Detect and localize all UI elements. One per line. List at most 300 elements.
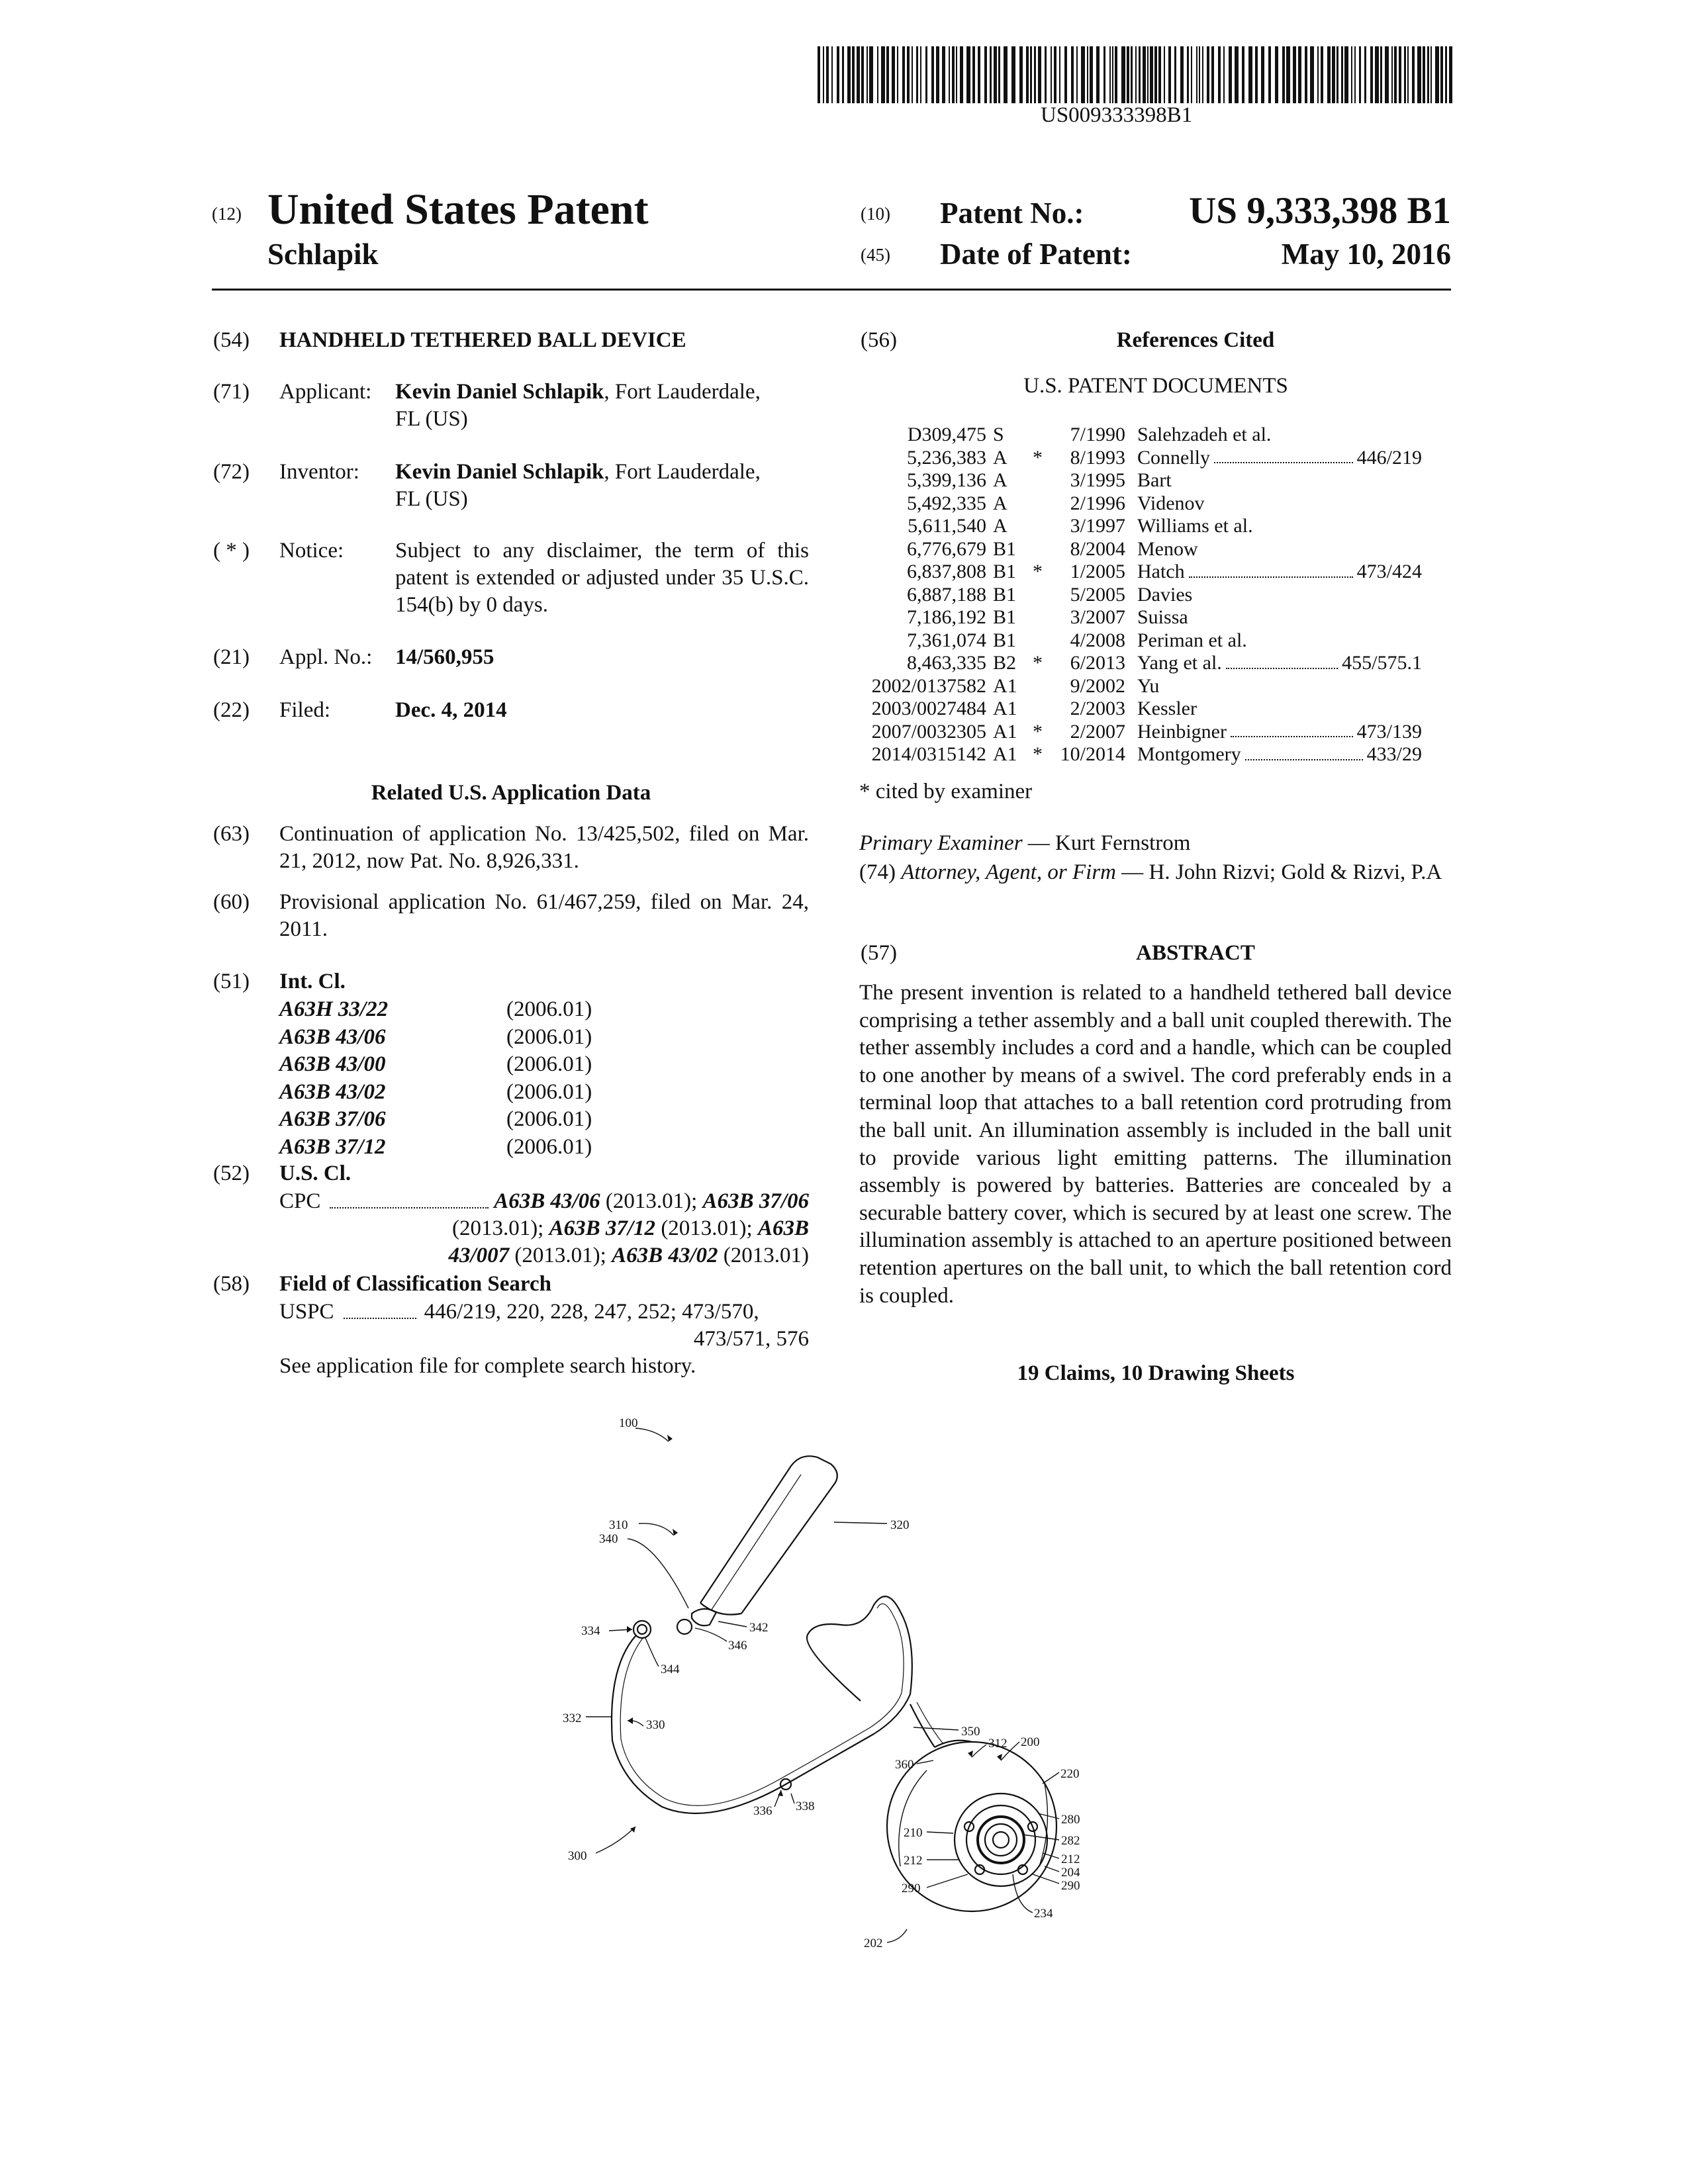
applicant-loc: , Fort Lauderdale, — [604, 380, 761, 404]
retention-cord — [910, 1704, 935, 1747]
reference-kind: A — [993, 515, 1008, 537]
barcode-bar — [1196, 46, 1197, 103]
barcode-bar — [1385, 46, 1389, 103]
barcode-bar — [1187, 46, 1189, 103]
ref-label: 350 — [961, 1725, 980, 1739]
barcode-bar — [1087, 46, 1088, 103]
reference-row — [849, 561, 1422, 584]
ref-label: 330 — [646, 1718, 665, 1732]
reference-name-cell — [1137, 584, 1422, 607]
applicant-name: Kevin Daniel Schlapik — [395, 380, 604, 404]
barcode-bar — [1174, 46, 1176, 103]
barcode-bar — [1332, 46, 1335, 103]
reference-class: 455/575.1 — [1342, 652, 1422, 674]
barcode-bar — [907, 46, 910, 103]
reference-star — [1033, 538, 1053, 561]
barcode-bar — [867, 46, 868, 103]
barcode-bar — [1336, 46, 1338, 103]
title-num: (54) — [213, 328, 250, 352]
reference-star — [1033, 424, 1053, 447]
inventor-num: (72) — [213, 460, 250, 484]
barcode-bar — [1199, 46, 1200, 103]
leader — [596, 1827, 635, 1853]
barcode-bar — [837, 46, 839, 103]
prov-text: Provisional application No. 61/467,259, filed on Mar. 24, 2011. — [279, 890, 809, 941]
reference-row — [849, 538, 1422, 561]
appl-num: (21) — [213, 645, 250, 669]
leader — [914, 1727, 959, 1730]
barcode-bar — [1115, 46, 1117, 103]
inventor-loc2: FL (US) — [395, 487, 468, 511]
examiner-label: Primary Examiner — [859, 831, 1023, 855]
reference-kind: A1 — [993, 698, 1017, 719]
ref-label: 334 — [581, 1624, 600, 1638]
reference-name: Bart — [1137, 469, 1172, 491]
barcode-bar — [1168, 46, 1171, 103]
barcode-bar — [998, 46, 1000, 103]
reference-name: Yu — [1137, 674, 1160, 697]
barcode-bar — [1399, 46, 1401, 103]
header-rule — [212, 289, 1451, 291]
search-note: See application file for complete search history. — [279, 1354, 696, 1378]
reference-star — [1033, 492, 1053, 516]
barcode-bar — [857, 46, 860, 103]
reference-name-cell — [1137, 469, 1422, 492]
leader — [645, 1638, 659, 1666]
barcode-bar — [1449, 46, 1452, 103]
reference-date: 9/2002 — [1070, 674, 1125, 697]
strap-inner — [712, 1475, 801, 1610]
cpc-date: (2013.01); — [600, 1189, 703, 1213]
reference-row — [849, 675, 1422, 698]
barcode-bar — [972, 46, 975, 103]
reference-number: 2007/0032305 — [871, 720, 986, 743]
leader — [639, 1524, 674, 1535]
barcode-bar — [1139, 46, 1141, 103]
intcl-code: A63H 33/22 — [279, 997, 389, 1021]
barcode-bar — [1135, 46, 1137, 103]
barcode-bar — [852, 46, 855, 103]
filed-num: (22) — [213, 698, 250, 722]
barcode-bar — [1310, 46, 1314, 103]
ref-label: 310 — [609, 1518, 628, 1532]
uspc-line-1 — [279, 1298, 809, 1326]
barcode-bar — [1344, 46, 1348, 103]
ref-label: 200 — [1021, 1735, 1040, 1749]
cpc-line-1 — [279, 1188, 809, 1215]
notice-num: ( * ) — [213, 539, 250, 563]
barcode-bar — [1242, 46, 1244, 103]
barcode-bar — [1255, 46, 1258, 103]
leader — [628, 1539, 688, 1608]
barcode-bar — [1417, 46, 1421, 103]
reference-date: 5/2005 — [1070, 583, 1125, 606]
uspc-leader — [344, 1298, 416, 1319]
intcl-row — [279, 1106, 592, 1134]
reference-row — [849, 606, 1422, 629]
patent-date: May 10, 2016 — [1281, 238, 1451, 271]
doc-type: United States Patent — [267, 185, 649, 234]
barcode-bar — [1011, 46, 1015, 103]
barcode-bar — [1407, 46, 1409, 103]
reference-kind: B1 — [993, 561, 1017, 582]
uscl-label: U.S. Cl. — [279, 1161, 352, 1185]
label-45: (45) — [861, 245, 890, 265]
illumination-lens — [985, 1824, 1017, 1856]
reference-name-cell — [1137, 698, 1422, 721]
cont-num: (63) — [213, 822, 250, 846]
reference-number: 5,399,136 — [907, 469, 986, 491]
intcl-code: A63B 43/02 — [279, 1079, 386, 1104]
refs-num: (56) — [861, 328, 897, 352]
ref-label: 338 — [796, 1799, 815, 1813]
reference-number: 2003/0027484 — [871, 698, 986, 719]
uspc-label: USPC — [279, 1300, 334, 1324]
attorney-line — [859, 859, 1452, 886]
intcl-label: Int. Cl. — [279, 970, 346, 993]
reference-date: 2/2003 — [1070, 698, 1125, 719]
reference-leader — [1214, 447, 1353, 464]
barcode-bar — [960, 46, 963, 103]
barcode-bar — [1081, 46, 1085, 103]
cpc-code: A63B 43/02 — [612, 1244, 718, 1267]
barcode-bar — [1275, 46, 1278, 103]
barcode-bar — [1158, 46, 1161, 103]
reference-kind: B1 — [993, 629, 1017, 651]
barcode-bar — [886, 46, 889, 103]
barcode-bar — [984, 46, 987, 103]
reference-name: Suissa — [1137, 606, 1188, 628]
reference-row — [849, 743, 1422, 766]
reference-leader — [1245, 743, 1363, 760]
patent-no-label: Patent No.: — [940, 197, 1084, 230]
leader — [718, 1621, 747, 1627]
cord-loop-terminal — [633, 1621, 651, 1638]
barcode-bar — [1026, 46, 1029, 103]
barcode-bar — [1229, 46, 1232, 103]
reference-number: 2014/0315142 — [871, 743, 986, 765]
reference-number: 6,776,679 — [907, 537, 986, 560]
swivel-ring — [677, 1619, 692, 1634]
reference-name: Salehzadeh et al. — [1137, 424, 1272, 445]
reference-star — [1033, 606, 1053, 629]
reference-name-cell — [1137, 743, 1422, 766]
reference-date: 4/2008 — [1070, 629, 1125, 651]
barcode-bar — [869, 46, 873, 103]
reference-name: Hatch — [1137, 561, 1185, 582]
cpc-date: (2013.01); — [655, 1216, 758, 1240]
reference-name-cell — [1137, 561, 1422, 584]
filed-label: Filed: — [279, 698, 331, 722]
barcode-bar — [1191, 46, 1192, 103]
barcode-bar — [1202, 46, 1203, 103]
barcode-bar — [1211, 46, 1214, 103]
intcl-version: (2006.01) — [506, 1079, 592, 1104]
reference-row — [849, 629, 1422, 653]
barcode-bar — [1321, 46, 1323, 103]
leader — [1043, 1772, 1059, 1784]
reference-date: 6/2013 — [1070, 652, 1125, 674]
cord-loop-inner — [637, 1625, 647, 1634]
barcode-bar — [1218, 46, 1221, 103]
cpc-date: (2013.01) — [718, 1244, 809, 1267]
reference-kind: S — [993, 424, 1004, 445]
barcode-text: US009333398B1 — [1041, 103, 1193, 127]
reference-name-cell — [1137, 424, 1422, 447]
leader — [1023, 1835, 1059, 1840]
reference-name: Heinbigner — [1137, 720, 1227, 743]
barcode-bar — [1327, 46, 1331, 103]
leader — [972, 1745, 986, 1757]
ref-label: 360 — [895, 1758, 914, 1772]
inventor-surname: Schlapik — [267, 238, 379, 271]
intcl-list — [279, 996, 592, 1161]
reference-leader — [1226, 652, 1338, 669]
barcode-bar — [847, 46, 851, 103]
intcl-code: A63B 43/00 — [279, 1052, 386, 1076]
barcode-bar — [1154, 46, 1157, 103]
reference-star: * — [1033, 743, 1043, 765]
leader — [791, 1794, 794, 1803]
reference-number: 8,463,335 — [907, 652, 986, 674]
cpc-date: (2013.01); — [451, 1216, 549, 1240]
barcode-bar — [990, 46, 992, 103]
label-12: (12) — [212, 204, 242, 224]
field-num: (58) — [213, 1272, 250, 1296]
ref-label: 204 — [1061, 1866, 1080, 1880]
reference-date: 2/2007 — [1070, 720, 1125, 743]
applicant-value — [395, 379, 809, 433]
barcode-bar — [1440, 46, 1443, 103]
cpc-code: A63B 43/06 — [494, 1189, 600, 1213]
barcode-bar — [912, 46, 913, 103]
reference-row — [849, 652, 1422, 675]
barcode-bar — [1131, 46, 1133, 103]
barcode-bar — [994, 46, 997, 103]
uspc-block — [279, 1298, 809, 1380]
barcode-bar — [818, 46, 820, 103]
reference-class: 473/424 — [1356, 561, 1422, 582]
abstract-heading: ABSTRACT — [1136, 941, 1255, 965]
reference-kind: A — [993, 469, 1008, 491]
ref-label: 212 — [904, 1854, 923, 1868]
barcode-bar — [1059, 46, 1060, 103]
patent-no: US 9,333,398 B1 — [1189, 190, 1451, 232]
reference-name-cell — [1137, 606, 1422, 629]
cpc-code: A63B 37/12 — [549, 1216, 656, 1240]
related-heading: Related U.S. Application Data — [371, 781, 651, 805]
ref-label: 210 — [904, 1826, 923, 1840]
reference-number: 2002/0137582 — [871, 674, 986, 697]
reference-leader — [1231, 721, 1353, 738]
barcode-bar — [877, 46, 878, 103]
reference-kind: B1 — [993, 537, 1017, 560]
barcode-bar — [978, 46, 980, 103]
us-docs-heading: U.S. PATENT DOCUMENTS — [1023, 374, 1288, 398]
reference-kind: A1 — [993, 743, 1017, 765]
barcode-bar — [942, 46, 945, 103]
cpc-code: A63B 37/06 — [702, 1189, 809, 1213]
barcode-bar — [1235, 46, 1239, 103]
reference-row — [849, 447, 1422, 470]
cont-text: Continuation of application No. 13/425,502, filed on Mar. 21, 2012, now Pat. No. 8,926,331. — [279, 822, 809, 873]
reference-number: 7,361,074 — [907, 629, 986, 651]
barcode-bar — [1090, 46, 1093, 103]
invention-title: HANDHELD TETHERED BALL DEVICE — [279, 328, 686, 352]
barcode-bar — [1430, 46, 1432, 103]
intcl-version: (2006.01) — [506, 1107, 592, 1131]
barcode-bar — [1351, 46, 1352, 103]
reference-name-cell — [1137, 629, 1422, 653]
barcode-bar — [1391, 46, 1393, 103]
barcode-bar — [1354, 46, 1356, 103]
barcode-bar — [826, 46, 829, 103]
intcl-version: (2006.01) — [506, 1024, 592, 1049]
reference-number: D309,475 — [907, 424, 986, 445]
barcode-bar — [1038, 46, 1041, 103]
reference-kind: B2 — [993, 652, 1017, 674]
barcode-bar — [1143, 46, 1146, 103]
barcode-bar — [1427, 46, 1429, 103]
refs-heading: References Cited — [1116, 328, 1275, 352]
intcl-row — [279, 1079, 592, 1107]
reference-date: 3/1997 — [1070, 515, 1125, 537]
barcode-bar — [1412, 46, 1415, 103]
barcode-bar — [936, 46, 939, 103]
reference-row — [849, 515, 1422, 538]
barcode-bar — [1341, 46, 1343, 103]
arrowhead — [627, 1626, 632, 1633]
reference-star: * — [1033, 652, 1043, 674]
reference-name-cell — [1137, 447, 1422, 470]
barcode-bar — [1394, 46, 1397, 103]
barcode-bar — [1054, 46, 1056, 103]
ref-label: 202 — [864, 1936, 883, 1950]
barcode-bar — [1370, 46, 1373, 103]
barcode-bar — [1305, 46, 1307, 103]
barcode-bar — [931, 46, 934, 103]
abstract-num: (57) — [861, 941, 897, 965]
barcode-bar — [1004, 46, 1008, 103]
barcode-bar — [881, 46, 885, 103]
reference-date: 3/1995 — [1070, 469, 1125, 491]
barcode-bar — [1375, 46, 1379, 103]
reference-name: Williams et al. — [1137, 515, 1253, 537]
reference-name-cell — [1137, 515, 1422, 538]
appl-no: 14/560,955 — [395, 645, 494, 669]
examiner-line — [859, 830, 1190, 857]
barcode-bar — [1317, 46, 1319, 103]
intcl-version: (2006.01) — [506, 1134, 592, 1159]
barcode-bar — [1298, 46, 1301, 103]
barcode-bar — [831, 46, 833, 103]
ref-label: 100 — [619, 1416, 638, 1430]
cpc-block — [279, 1188, 809, 1269]
barcode-bar — [920, 46, 921, 103]
barcode-bar — [1359, 46, 1361, 103]
barcode-bar — [1207, 46, 1209, 103]
reference-name: Menow — [1137, 537, 1198, 560]
barcode-bar — [1423, 46, 1425, 103]
intcl-code: A63B 37/12 — [279, 1134, 386, 1159]
reference-kind: A1 — [993, 674, 1017, 697]
ref-label: 282 — [1061, 1834, 1080, 1848]
barcode-bar — [1019, 46, 1023, 103]
prov-num: (60) — [213, 890, 250, 914]
barcode-bar — [1435, 46, 1439, 103]
reference-row — [849, 698, 1422, 721]
leader — [635, 1428, 669, 1441]
barcode — [818, 46, 1453, 103]
reference-number: 5,492,335 — [907, 492, 986, 514]
cpc-line-3 — [279, 1242, 809, 1269]
leader — [1045, 1866, 1059, 1872]
ref-label: 312 — [988, 1737, 1008, 1751]
reference-kind: A — [993, 492, 1008, 514]
reference-number: 7,186,192 — [907, 606, 986, 628]
strap-outline — [700, 1456, 837, 1614]
barcode-bar — [1293, 46, 1296, 103]
applicant-label: Applicant: — [279, 380, 372, 404]
barcode-bar — [925, 46, 927, 103]
barcode-bar — [1282, 46, 1285, 103]
reference-star — [1033, 629, 1053, 653]
barcode-bar — [1045, 46, 1047, 103]
reference-row — [849, 424, 1422, 447]
ref-label: 290 — [902, 1882, 921, 1895]
barcode-bar — [1380, 46, 1382, 103]
barcode-bar — [1404, 46, 1406, 103]
reference-name: Davies — [1137, 583, 1193, 606]
barcode-bar — [916, 46, 918, 103]
ref-label: 344 — [661, 1662, 680, 1676]
barcode-bar — [1121, 46, 1125, 103]
cited-note: * cited by examiner — [859, 780, 1033, 803]
reference-star — [1033, 469, 1053, 492]
reference-star — [1033, 675, 1053, 698]
barcode-bar — [1164, 46, 1165, 103]
reference-name-cell — [1137, 538, 1422, 561]
intcl-row — [279, 996, 592, 1024]
barcode-bar — [1180, 46, 1184, 103]
ball-seam-left — [899, 1770, 927, 1866]
reference-star — [1033, 584, 1053, 607]
reference-name: Videnov — [1137, 492, 1205, 514]
claims-line: 19 Claims, 10 Drawing Sheets — [1017, 1361, 1295, 1385]
intcl-row — [279, 1051, 592, 1079]
label-10: (10) — [861, 204, 890, 224]
notice-text: Subject to any disclaimer, the term of this patent is extended or adjusted under 35 U.S.C. 154(b) by 0 days. — [395, 539, 809, 617]
barcode-bar — [956, 46, 957, 103]
reference-leader — [1189, 561, 1353, 578]
cpc-date: (2013.01); — [509, 1244, 612, 1267]
reference-row — [849, 492, 1422, 516]
barcode-bar — [1261, 46, 1264, 103]
reference-class: 446/219 — [1356, 446, 1422, 469]
reference-name-cell — [1137, 675, 1422, 698]
appl-label: Appl. No.: — [279, 645, 373, 669]
battery-cover — [955, 1794, 1047, 1886]
ref-label: 280 — [1061, 1813, 1080, 1827]
barcode-bar — [902, 46, 905, 103]
cpc-code: A63B — [757, 1216, 809, 1240]
notice-label: Notice: — [279, 539, 344, 563]
reference-name: Montgomery — [1137, 743, 1241, 765]
ref-label: 220 — [1060, 1767, 1080, 1781]
barcode-bar — [1034, 46, 1036, 103]
barcode-bar — [1112, 46, 1113, 103]
barcode-bar — [1127, 46, 1129, 103]
